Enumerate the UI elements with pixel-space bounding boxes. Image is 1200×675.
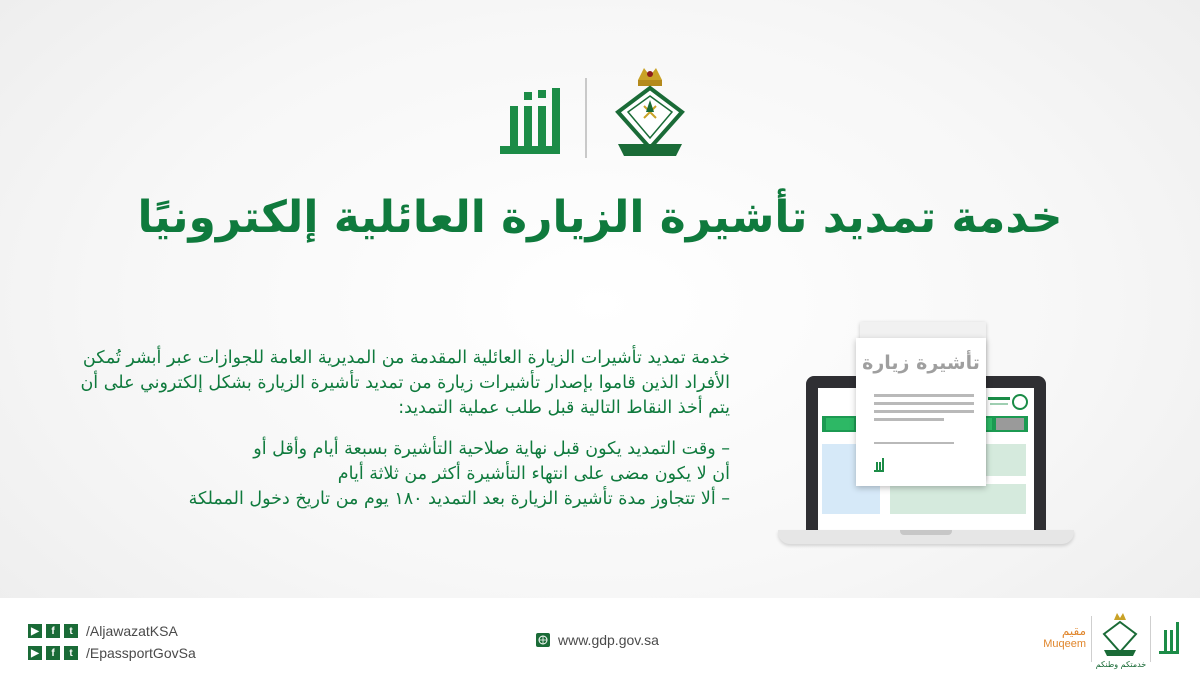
visa-document — [856, 338, 986, 486]
social-row-epassport — [28, 644, 196, 662]
muqeem-logo — [1036, 624, 1086, 650]
social-handle[interactable]: /EpassportGovSa — [86, 645, 196, 661]
document-line — [874, 442, 954, 444]
document-line — [874, 402, 974, 405]
footer-slogan: خدمتكم وطنكم — [1095, 660, 1147, 669]
bullet-max-duration: – ألا تتجاوز مدة تأشيرة الزيارة بعد التمديد ١٨٠ يوم من تاريخ دخول المملكة — [188, 489, 730, 509]
page-title: خدمة تمديد تأشيرة الزيارة العائلية إلكترونيًا — [137, 192, 1063, 243]
document-line — [874, 410, 974, 413]
footer-divider — [1091, 616, 1092, 662]
bullet-extension-timing-cont: أن لا يكون مضى على انتهاء التأشيرة أكثر من ثلاثة أيام — [337, 464, 730, 484]
screen-panel — [890, 484, 1026, 514]
visa-document-title: تأشيرة زيارة — [862, 352, 980, 374]
intro-paragraph: خدمة تمديد تأشيرات الزيارة العائلية المقدمة من المديرية العامة للجوازات عبر أبشر تُمكن الأفراد الذين قاموا بإصدار تأشيرات زيارة من تمديد تأشيرة الزيارة بشكل إلكتروني على أن يتم أخذ النقاط التالية قبل طلب عملية التمديد: — [80, 348, 730, 418]
document-line — [874, 394, 974, 397]
facebook-icon[interactable]: f — [46, 624, 60, 638]
globe-icon — [536, 633, 550, 647]
document-line — [874, 418, 944, 421]
facebook-icon[interactable]: f — [46, 646, 60, 660]
service-description — [70, 346, 730, 512]
website-link[interactable] — [536, 632, 659, 648]
muqeem-label-ar: مقيم — [1061, 624, 1086, 638]
screen-site-logo — [986, 392, 1030, 412]
laptop-notch — [900, 530, 952, 535]
jawazat-emblem — [610, 66, 690, 166]
logo-divider — [585, 78, 587, 158]
twitter-icon[interactable]: t — [64, 646, 78, 660]
screen-panel — [986, 444, 1026, 476]
twitter-icon[interactable]: t — [64, 624, 78, 638]
bullet-extension-timing: – وقت التمديد يكون قبل نهاية صلاحية التأشيرة بسبعة أيام وأقل أو — [253, 439, 730, 459]
absher-logo-small — [1158, 620, 1180, 656]
social-row-aljawazat — [28, 622, 178, 640]
muqeem-label-en: Muqeem — [1043, 638, 1086, 650]
jawazat-emblem-small — [1100, 612, 1140, 660]
youtube-icon[interactable]: ▶ — [28, 646, 42, 660]
website-url[interactable]: www.gdp.gov.sa — [558, 632, 659, 648]
social-handle[interactable]: /AljawazatKSA — [86, 623, 178, 639]
footer — [0, 598, 1200, 675]
absher-logo — [498, 82, 564, 160]
footer-divider — [1150, 616, 1151, 662]
youtube-icon[interactable]: ▶ — [28, 624, 42, 638]
absher-mini-icon — [874, 458, 884, 472]
